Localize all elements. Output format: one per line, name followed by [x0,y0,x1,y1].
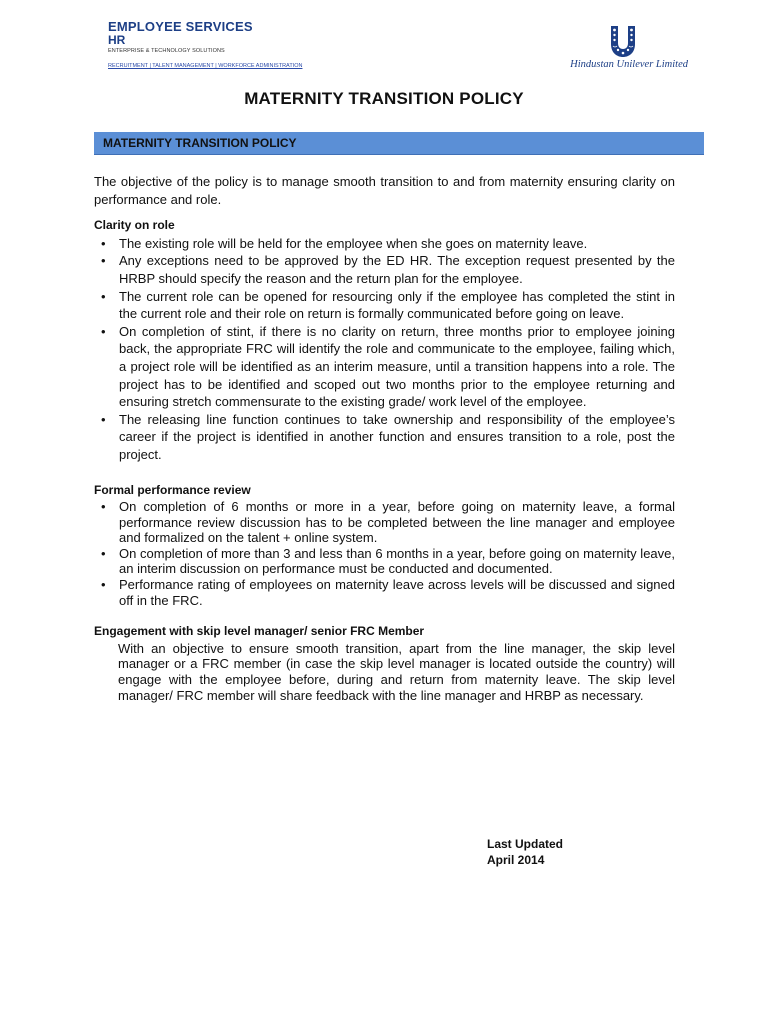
list-item: • Any exceptions need to be approved by the ED HR. The exception request presented by the HRBP should specify the reason and the return plan for the employee. [119,252,675,287]
last-updated-date: April 2014 [487,853,545,867]
heading-clarity-on-role: Clarity on role [94,218,175,233]
hr-header-block [108,20,302,70]
policy-body [94,173,675,703]
company-name: Hindustan Unilever Limited [570,59,688,70]
list-item: • On completion of stint, if there is no clarity on return, three months prior to employee joining back, the appropriate FRC will identify the role and communicate to the employee, failing which, a project role will be identified as an interim measure, until a transition happens into a role. The project has to be identified and scoped out two months prior to the employee returning and ensuring stretch commensurate to the existing grade/ work level of the employee. [119,323,675,411]
dept-title: EMPLOYEE SERVICES [108,19,253,34]
dept-links: RECRUITMENT | TALENT MANAGEMENT | WORKFORCE ADMINISTRATION [108,63,303,69]
unilever-logo-icon [605,24,641,58]
intro-paragraph: The objective of the policy is to manage smooth transition to and from maternity ensuring clarity on performance and role. [94,174,675,207]
page-title: MATERNITY TRANSITION POLICY [244,89,524,108]
heading-formal-performance-review: Formal performance review [94,482,251,497]
list-item: • The releasing line function continues to take ownership and responsibility of the employee’s career if the project is identified in another function and ensures transition to a role, post the project. [119,411,675,464]
list-item: • On completion of 6 months or more in a year, before going on maternity leave, a formal performance review discussion has to be completed between the line manager and employee and formalized on the talent + online system. [119,499,675,546]
clarity-on-role-list [94,235,675,464]
performance-review-list [94,499,675,608]
company-branding [558,24,688,70]
last-updated-block [487,836,563,868]
list-item: • The current role can be opened for resourcing only if the employee has completed the stint in the current role and their role on return is formally communicated before going on leave. [119,288,675,323]
dept-subtitle: HR [108,33,126,47]
last-updated-label: Last Updated [487,837,564,851]
dept-tagline: ENTERPRISE & TECHNOLOGY SOLUTIONS [108,48,225,54]
list-item: • The existing role will be held for the employee when she goes on maternity leave. [119,235,675,253]
heading-skip-level-engagement: Engagement with skip level manager/ senior FRC Member [94,624,425,639]
skip-level-paragraph: With an objective to ensure smooth transition, apart from the line manager, the skip level manager or a FRC member (in case the skip level manager is located outside the country) will engage with the employee before, during and return from maternity leave. The skip level manager/ FRC member will share feedback with the line manager and HRBP as necessary. [118,640,675,703]
section-heading-bar: MATERNITY TRANSITION POLICY [94,132,704,155]
list-item: • Performance rating of employees on maternity leave across levels will be discussed and signed off in the FRC. [119,577,675,608]
list-item: • On completion of more than 3 and less than 6 months in a year, before going on maternity leave, an interim discussion on performance must be conducted and documented. [119,546,675,577]
